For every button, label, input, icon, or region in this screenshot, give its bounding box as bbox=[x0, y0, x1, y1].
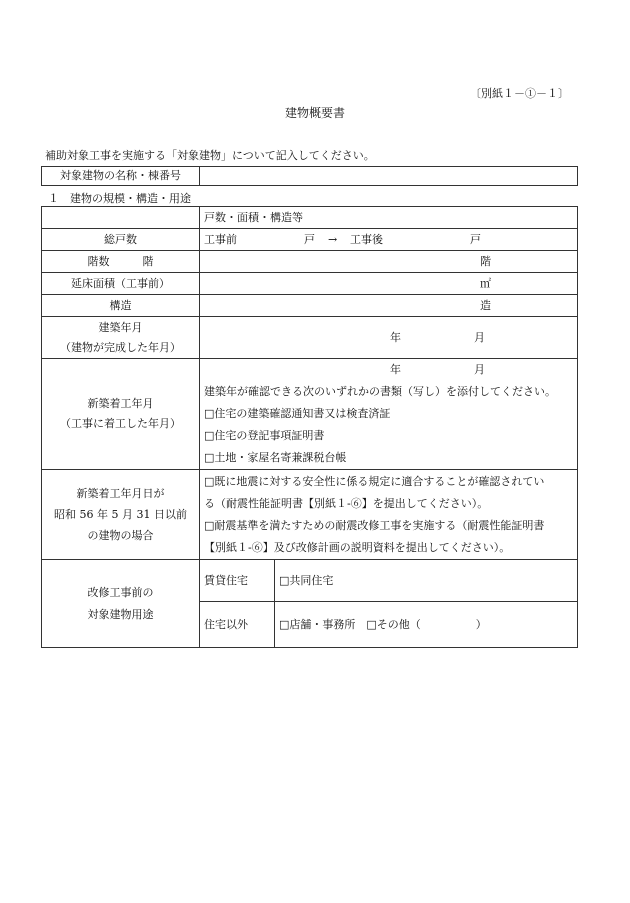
blank-header-cell bbox=[42, 207, 200, 229]
built-date-label-line2: （建物が完成した年月） bbox=[60, 340, 181, 354]
pre-1981-label-line2: 昭和 56 年 5 月 31 日以前 bbox=[54, 508, 187, 521]
start-date-line bbox=[204, 359, 573, 381]
arrow-icon: → bbox=[328, 232, 338, 246]
construction-start-field[interactable] bbox=[200, 359, 578, 470]
structure-unit: 造 bbox=[480, 298, 491, 312]
floors-unit: 階 bbox=[480, 254, 491, 268]
floors-field[interactable] bbox=[200, 251, 578, 273]
checkbox-registry-certificate[interactable]: □住宅の登記事項証明書 bbox=[204, 429, 325, 442]
floors-label: 階数 階 bbox=[42, 251, 200, 273]
built-month-unit: 月 bbox=[474, 330, 485, 344]
building-overview-table bbox=[41, 206, 578, 648]
document-reference: 〔別紙１－①－１〕 bbox=[470, 87, 569, 100]
floor-area-label: 延床面積（工事前） bbox=[42, 273, 200, 295]
building-name-label: 対象建物の名称・棟番号 bbox=[42, 167, 200, 186]
before-unit: 戸 bbox=[304, 232, 315, 246]
checkbox-tax-ledger[interactable]: □土地・家屋名寄兼課税台帳 bbox=[204, 451, 347, 464]
start-year-unit: 年 bbox=[390, 363, 401, 376]
building-name-table bbox=[41, 166, 578, 186]
seismic-retrofit-cont: 【別紙１-⑥】及び改修計画の説明資料を提出してください）。 bbox=[204, 540, 511, 554]
construction-start-label bbox=[42, 359, 200, 470]
after-label: 工事後 bbox=[350, 232, 383, 246]
pre-1981-label bbox=[42, 470, 200, 560]
built-year-unit: 年 bbox=[390, 330, 401, 344]
built-date-label-line1: 建築年月 bbox=[98, 320, 143, 334]
section-heading: １ 建物の規模・構造・用途 bbox=[48, 192, 191, 205]
seismic-compliant-cont: る（耐震性能証明書【別紙１-⑥】を提出してください）。 bbox=[204, 496, 489, 510]
checkbox-building-confirmation[interactable]: □住宅の建築確認通知書又は検査済証 bbox=[204, 407, 391, 420]
structure-field[interactable] bbox=[200, 295, 578, 317]
rental-housing-label: 賃貸住宅 bbox=[200, 560, 275, 602]
households-label: 総戸数 bbox=[42, 229, 200, 251]
building-use-label bbox=[42, 560, 200, 648]
start-month-unit: 月 bbox=[474, 363, 485, 376]
households-field[interactable] bbox=[200, 229, 578, 251]
area-unit: ㎡ bbox=[480, 276, 491, 290]
document-title: 建物概要書 bbox=[284, 106, 345, 120]
instructions-text: 補助対象工事を実施する「対象建物」について記入してください。 bbox=[45, 149, 375, 162]
building-name-field[interactable] bbox=[200, 167, 578, 186]
structure-label: 構造 bbox=[42, 295, 200, 317]
floor-area-field[interactable] bbox=[200, 273, 578, 295]
after-unit: 戸 bbox=[470, 232, 481, 246]
checkbox-apartment[interactable]: □共同住宅 bbox=[275, 560, 578, 602]
pre-1981-label-line3: の建物の場合 bbox=[87, 529, 154, 542]
construction-start-label-line2: （工事に着工した年月） bbox=[60, 417, 181, 430]
building-use-label-line1: 改修工事前の bbox=[87, 585, 154, 599]
checkbox-seismic-compliant[interactable]: □既に地震に対する安全性に係る規定に適合することが確認されてい bbox=[204, 474, 545, 488]
pre-1981-options bbox=[200, 470, 578, 560]
non-residential-label: 住宅以外 bbox=[200, 602, 275, 648]
construction-start-label-line1: 新築着工年月 bbox=[87, 397, 154, 410]
building-use-label-line2: 対象建物用途 bbox=[87, 607, 154, 621]
column-header: 戸数・面積・構造等 bbox=[200, 207, 578, 229]
built-date-label bbox=[42, 317, 200, 359]
built-date-field[interactable] bbox=[200, 317, 578, 359]
checkbox-seismic-retrofit[interactable]: □耐震基準を満たすための耐震改修工事を実施する（耐震性能証明書 bbox=[204, 518, 545, 532]
checkbox-shop-office-other[interactable]: □店舗・事務所 □その他（ ） bbox=[275, 602, 578, 648]
start-note: 建築年が確認できる次のいずれかの書類（写し）を添付してください。 bbox=[204, 385, 556, 398]
before-label: 工事前 bbox=[204, 232, 237, 246]
pre-1981-label-line1: 新築着工年月日が bbox=[76, 487, 165, 500]
